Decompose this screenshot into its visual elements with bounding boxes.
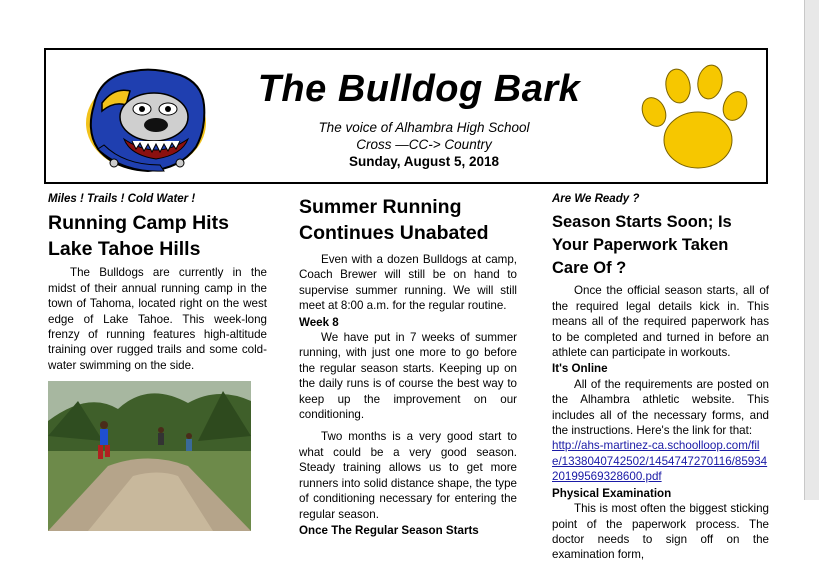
subheading: Once The Regular Season Starts — [299, 523, 479, 537]
page-edge — [804, 0, 819, 500]
tagline-line-1: The voice of Alhambra High School — [318, 120, 530, 135]
paperwork-link[interactable]: http://ahs-martinez-ca.schoolloop.com/file/1338040742502/1454747270116/8593420199569328600.pdf — [552, 439, 768, 484]
newsletter-title: The Bulldog Bark — [257, 68, 581, 110]
article-summer-running — [299, 190, 517, 538]
paw-print-icon — [638, 62, 748, 174]
bulldog-logo — [84, 65, 244, 175]
issue-date: Sunday, August 5, 2018 — [348, 154, 500, 169]
kicker: Miles ! Trails ! Cold Water ! — [48, 193, 196, 205]
subheading: It's Online — [552, 362, 608, 376]
masthead — [44, 48, 768, 184]
body-paragraph: Two months is a very good start to what could be a very good season. Steady training allows us to get more runners into solid distance shape, the type of conditioning necessary for entering the regular season. — [299, 430, 517, 521]
headline: Running Camp Hits Lake Tahoe Hills — [48, 212, 229, 261]
body-paragraph: All of the requirements are posted on the Alhambra athletic website. This includes all of the necessary forms, and the instructions. Here's the link for that: — [552, 377, 769, 438]
body-paragraph: We have put in 7 weeks of summer running, with just one more to go before the regular season starts. Keeping up on the daily runs is of course the best way to keep up the improvement on our conditioning. — [299, 331, 517, 422]
headline: Season Starts Soon; Is Your Paperwork Taken Care Of ? — [552, 213, 732, 278]
body-paragraph: This is most often the biggest sticking point of the paperwork process. The doctor needs to sign off on the examination form, — [552, 502, 769, 562]
tagline — [244, 119, 604, 153]
body-paragraph: Once the official season starts, all of the required legal details kick in. This means all of the required paperwork has to be completed and turned in before an athlete can participate in workouts. — [552, 284, 769, 360]
body-paragraph: The Bulldogs are currently in the midst of their annual running camp in the town of Tahoma, located right on the west edge of Lake Tahoe. This week-long frenzy of running features high-altitude training over rugged trails and some cold-water swimming on the side. — [48, 266, 267, 372]
kicker: Are We Ready ? — [552, 193, 640, 205]
subheading: Physical Examination — [552, 486, 672, 500]
tagline-line-2: Cross —CC-> Country — [356, 137, 492, 152]
article-paperwork — [552, 190, 769, 563]
trail-running-photo — [48, 381, 251, 531]
article-running-camp — [48, 190, 267, 536]
subheading: Week 8 — [299, 315, 339, 329]
headline: Summer Running Continues Unabated — [299, 196, 489, 244]
body-paragraph: Even with a dozen Bulldogs at camp, Coach Brewer will still be on hand to supervise summer running. We will still meet at 8:00 a.m. for the regular routine. — [299, 253, 517, 313]
